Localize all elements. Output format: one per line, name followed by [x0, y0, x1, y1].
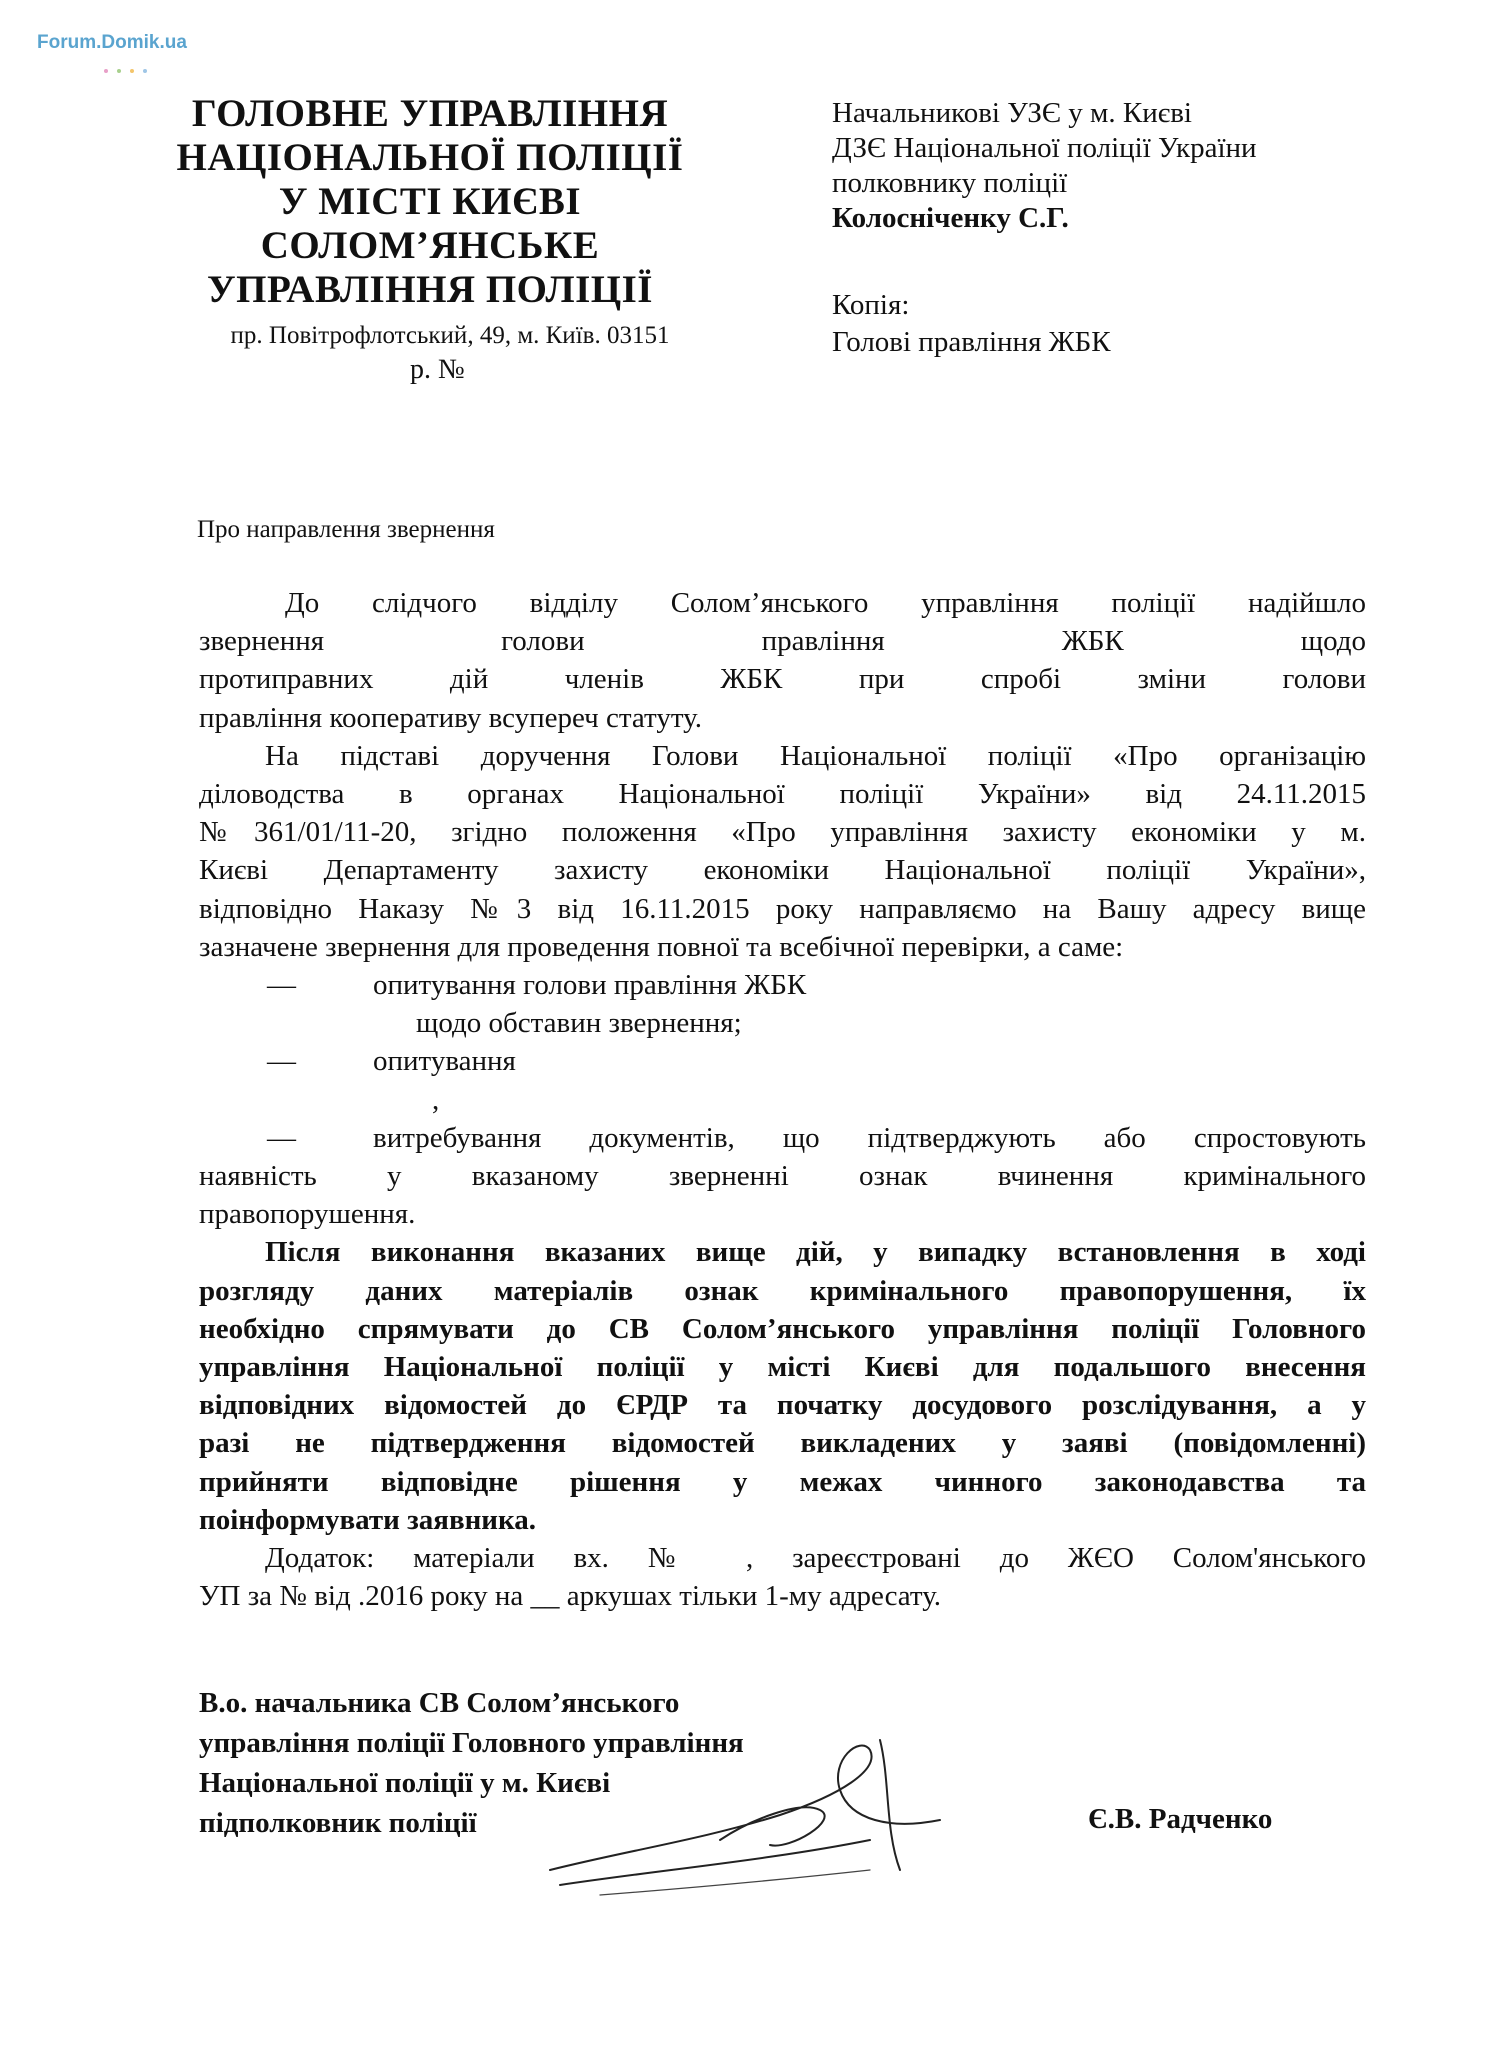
body-line: прийняти відповідне рішення у межах чинного законодавства та [199, 1465, 1366, 1498]
list-item-continuation: щодо обставин звернення; [416, 1007, 742, 1040]
recipient-line: полковнику поліції [832, 167, 1068, 199]
list-dash: — [267, 969, 296, 1002]
organization-letterhead [150, 92, 710, 312]
subject-line: Про направлення звернення [197, 516, 495, 543]
body-line: зазначене звернення для проведення повної та всебічної перевірки, а саме: [199, 930, 1124, 963]
watermark-dots [104, 60, 164, 68]
recipient-block [832, 96, 1257, 236]
attachment-line: УП за № від .2016 року на __ аркушах тільки 1-му адресату. [199, 1580, 942, 1613]
body-line: відповідних відомостей до ЄРДР та початку досудового розслідування, а у [199, 1389, 1366, 1422]
org-address: пр. Повітрофлотський, 49, м. Київ. 03151 [230, 322, 670, 349]
signatory-line: підполковник поліції [199, 1807, 477, 1839]
body-line: Києві Департаменту захисту економіки Національної поліції України», [199, 854, 1366, 887]
body-line: розгляду даних матеріалів ознак кримінального правопорушення, їх [199, 1274, 1366, 1307]
body-line: На підставі доручення Голови Національної поліції «Про організацію [265, 739, 1366, 772]
body-line: Після виконання вказаних вище дій, у випадку встановлення в ході [265, 1236, 1366, 1269]
org-line: ГОЛОВНЕ УПРАВЛІННЯ [191, 92, 669, 135]
copy-label: Копія: [832, 289, 910, 321]
org-line: НАЦІОНАЛЬНОЇ ПОЛІЦІЇ [176, 136, 684, 179]
recipient-line: ДЗЄ Національної поліції України [832, 132, 1257, 164]
body-line: управління Національної поліції у місті Києві для подальшого внесення [199, 1351, 1366, 1384]
body-line: поінформувати заявника. [199, 1503, 537, 1536]
list-item [199, 966, 1366, 1004]
org-line: СОЛОМ’ЯНСЬКЕ [260, 224, 600, 267]
body-line: діловодства в органах Національної поліції України» від 24.11.2015 [199, 778, 1366, 811]
copy-block [832, 287, 1111, 361]
list-item-text: опитування [373, 1045, 516, 1078]
list-item-text: опитування голови правління ЖБК [373, 969, 807, 1002]
list-dash: — [267, 1045, 296, 1078]
body-line: правління кооперативу всупереч статуту. [199, 701, 702, 734]
signatory-line: Національної поліції у м. Києві [199, 1767, 611, 1799]
body-line: наявність у вказаному зверненні ознак вчинення кримінального [199, 1160, 1366, 1193]
recipient-line: Начальникові УЗЄ у м. Києві [832, 97, 1192, 129]
letter-body [199, 584, 1366, 1615]
attachment-line: Додаток: матеріали вх. № , зареєстровані до ЖЄО Солом'янського [265, 1542, 1366, 1575]
org-line: УПРАВЛІННЯ ПОЛІЦІЇ [207, 268, 653, 311]
body-line: протиправних дій членів ЖБК при спробі зміни голови [199, 663, 1366, 696]
watermark-logo: Forum.Domik.ua [37, 32, 187, 53]
registration-number: р. № [410, 354, 465, 385]
body-line: правопорушення. [199, 1198, 416, 1231]
instruction-paragraph [199, 1233, 1366, 1539]
body-line: необхідно спрямувати до СВ Солом’янського управління поліції Головного [199, 1312, 1366, 1345]
body-line: разі не підтвердження відомостей викладених у заяві (повідомленні) [199, 1427, 1366, 1460]
list-item [199, 1042, 1366, 1080]
org-line: У МІСТІ КИЄВІ [278, 180, 582, 223]
list-item-text: витребування документів, що підтверджують або спростовують [373, 1121, 1366, 1154]
signatory-line: В.о. начальника СВ Солом’янського [199, 1687, 680, 1719]
body-line: №361/01/11-20, згідно положення «Про управління захисту економіки у м. [199, 816, 1366, 849]
body-line: До слідчого відділу Солом’янського управління поліції надійшло [285, 587, 1366, 619]
body-line: звернення голови правління ЖБК щодо [199, 625, 1366, 658]
signatory-line: управління поліції Головного управління [199, 1727, 744, 1759]
list-item-continuation: , [432, 1083, 440, 1116]
body-line: відповідно Наказу №3 від 16.11.2015 року направляємо на Вашу адресу вище [199, 892, 1366, 925]
handwritten-signature [540, 1720, 1000, 1900]
copy-recipient: Голові правління ЖБК [832, 326, 1111, 358]
list-dash: — [267, 1121, 296, 1154]
list-item [199, 1119, 1366, 1157]
recipient-name: Колосніченку С.Г. [832, 202, 1069, 234]
signatory-name: Є.В. Радченко [1088, 1803, 1273, 1835]
